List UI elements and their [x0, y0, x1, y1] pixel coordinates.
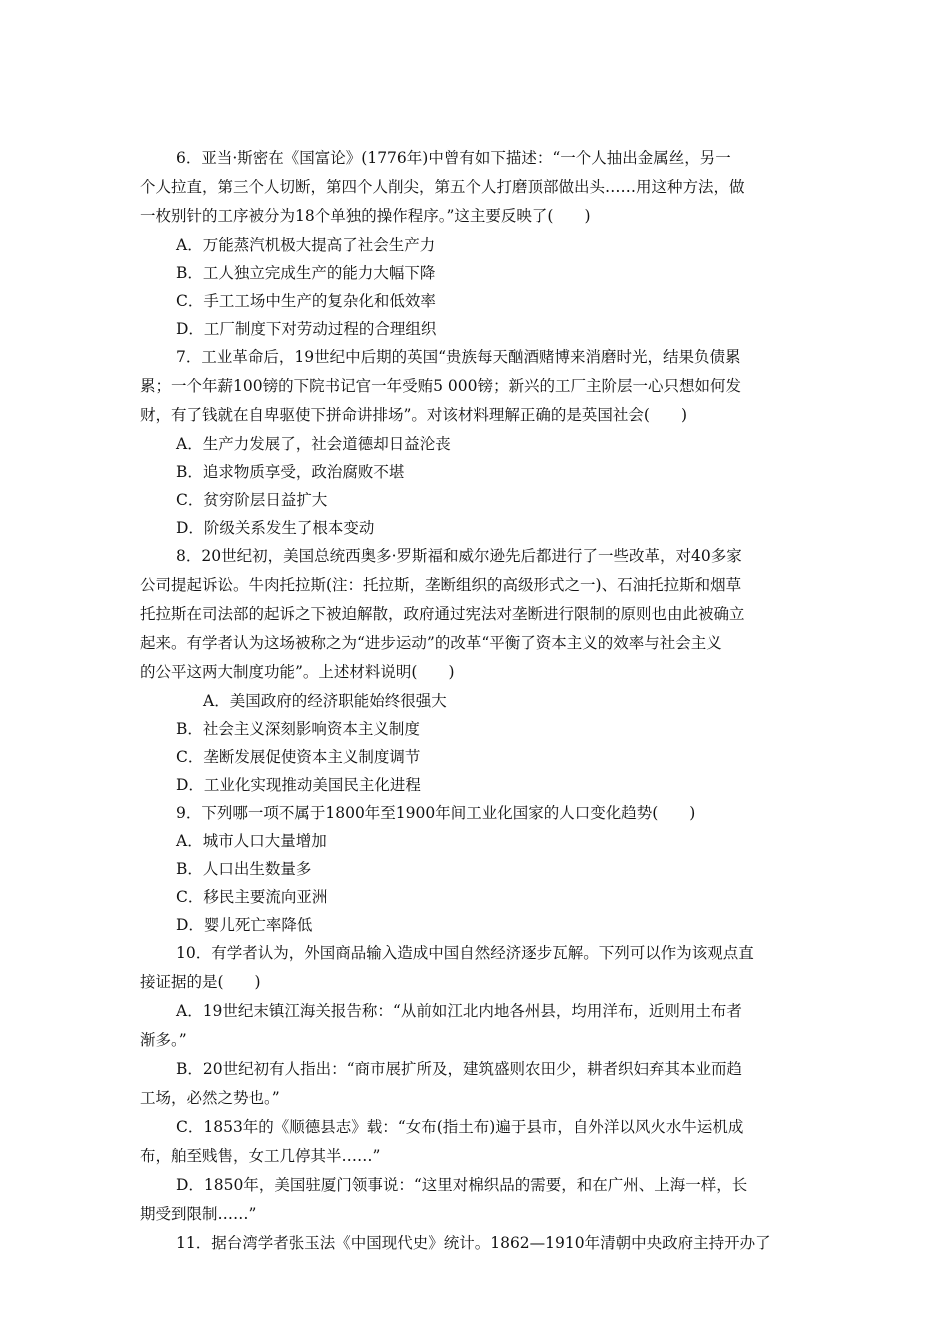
- q7-option-a: A．生产力发展了，社会道德却日益沦丧: [176, 435, 451, 453]
- q8-line-1: 8．20世纪初，美国总统西奥多·罗斯福和威尔逊先后都进行了一些改革，对40多家: [176, 547, 742, 565]
- q9-option-b: B．人口出生数量多: [176, 860, 312, 878]
- q10-option-c-line-2: 布，舶至贱售，女工几停其半……”: [140, 1147, 381, 1165]
- q7-option-c: C．贫穷阶层日益扩大: [176, 491, 328, 509]
- q10-option-a-line-1: A．19世纪末镇江海关报告称：“从前如江北内地各州县，均用洋布，近则用土布者: [176, 1002, 742, 1020]
- q8-option-d: D．工业化实现推动美国民主化进程: [176, 776, 421, 794]
- q10-line-1: 10．有学者认为，外国商品输入造成中国自然经济逐步瓦解。下列可以作为该观点直: [176, 944, 754, 962]
- q7-option-d: D．阶级关系发生了根本变动: [176, 519, 375, 537]
- q8-line-2: 公司提起诉讼。牛肉托拉斯(注：托拉斯，垄断组织的高级形式之一)、石油托拉斯和烟草: [140, 576, 742, 594]
- q6-option-d: D．工厂制度下对劳动过程的合理组织: [176, 320, 437, 338]
- q8-option-c: C．垄断发展促使资本主义制度调节: [176, 748, 421, 766]
- q10-option-b-line-1: B．20世纪初有人指出：“商市展扩所及，建筑盛则农田少，耕者织妇弃其本业而趋: [176, 1060, 743, 1078]
- q9-line-1: 9．下列哪一项不属于1800年至1900年间工业化国家的人口变化趋势( ): [176, 804, 696, 822]
- q7-line-2: 累；一个年薪100镑的下院书记官一年受贿5 000镑；新兴的工厂主阶层一心只想如何发: [140, 377, 741, 395]
- q10-option-b-line-2: 工场，必然之势也。”: [140, 1089, 280, 1107]
- q9-option-d: D．婴儿死亡率降低: [176, 916, 313, 934]
- q10-line-2: 接证据的是( ): [140, 973, 261, 991]
- q8-line-3: 托拉斯在司法部的起诉之下被迫解散，政府通过宪法对垄断进行限制的原则也由此被确立: [140, 605, 745, 623]
- q8-line-5: 的公平这两大制度功能”。上述材料说明( ): [140, 663, 455, 681]
- q6-option-c: C．手工工场中生产的复杂化和低效率: [176, 292, 436, 310]
- q8-line-4: 起来。有学者认为这场被称之为“进步运动”的改革“平衡了资本主义的效率与社会主义: [140, 634, 722, 652]
- q6-line-3: 一枚别针的工序被分为18个单独的操作程序。”这主要反映了( ): [140, 207, 591, 225]
- q8-option-a: A．美国政府的经济职能始终很强大: [203, 692, 447, 710]
- q11-line-1: 11．据台湾学者张玉法《中国现代史》统计。1862—1910年清朝中央政府主持开办了: [176, 1234, 771, 1252]
- q10-option-d-line-1: D．1850年，美国驻厦门领事说：“这里对棉织品的需要，和在广州、上海一样，长: [176, 1176, 748, 1194]
- q7-option-b: B．追求物质享受，政治腐败不堪: [176, 463, 405, 481]
- q6-line-2: 个人拉直，第三个人切断，第四个人削尖，第五个人打磨顶部做出头……用这种方法，做: [140, 178, 745, 196]
- q8-option-b: B．社会主义深刻影响资本主义制度: [176, 720, 420, 738]
- q6-line-1: 6．亚当·斯密在《国富论》(1776年)中曾有如下描述：“一个人抽出金属丝，另一: [176, 149, 731, 167]
- q6-option-b: B．工人独立完成生产的能力大幅下降: [176, 264, 436, 282]
- q9-option-a: A．城市人口大量增加: [176, 832, 327, 850]
- q7-line-1: 7．工业革命后，19世纪中后期的英国“贵族每天酗酒赌博来消磨时光，结果负债累: [176, 348, 741, 366]
- q10-option-c-line-1: C．1853年的《顺德县志》载：“女布(指土布)遍于县市，自外洋以风火水牛运机成: [176, 1118, 744, 1136]
- q10-option-a-line-2: 渐多。”: [140, 1031, 187, 1049]
- q9-option-c: C．移民主要流向亚洲: [176, 888, 328, 906]
- q6-option-a: A．万能蒸汽机极大提高了社会生产力: [176, 236, 436, 254]
- q7-line-3: 财，有了钱就在自卑驱使下拼命讲排场”。对该材料理解正确的是英国社会( ): [140, 406, 688, 424]
- q10-option-d-line-2: 期受到限制……”: [140, 1205, 257, 1223]
